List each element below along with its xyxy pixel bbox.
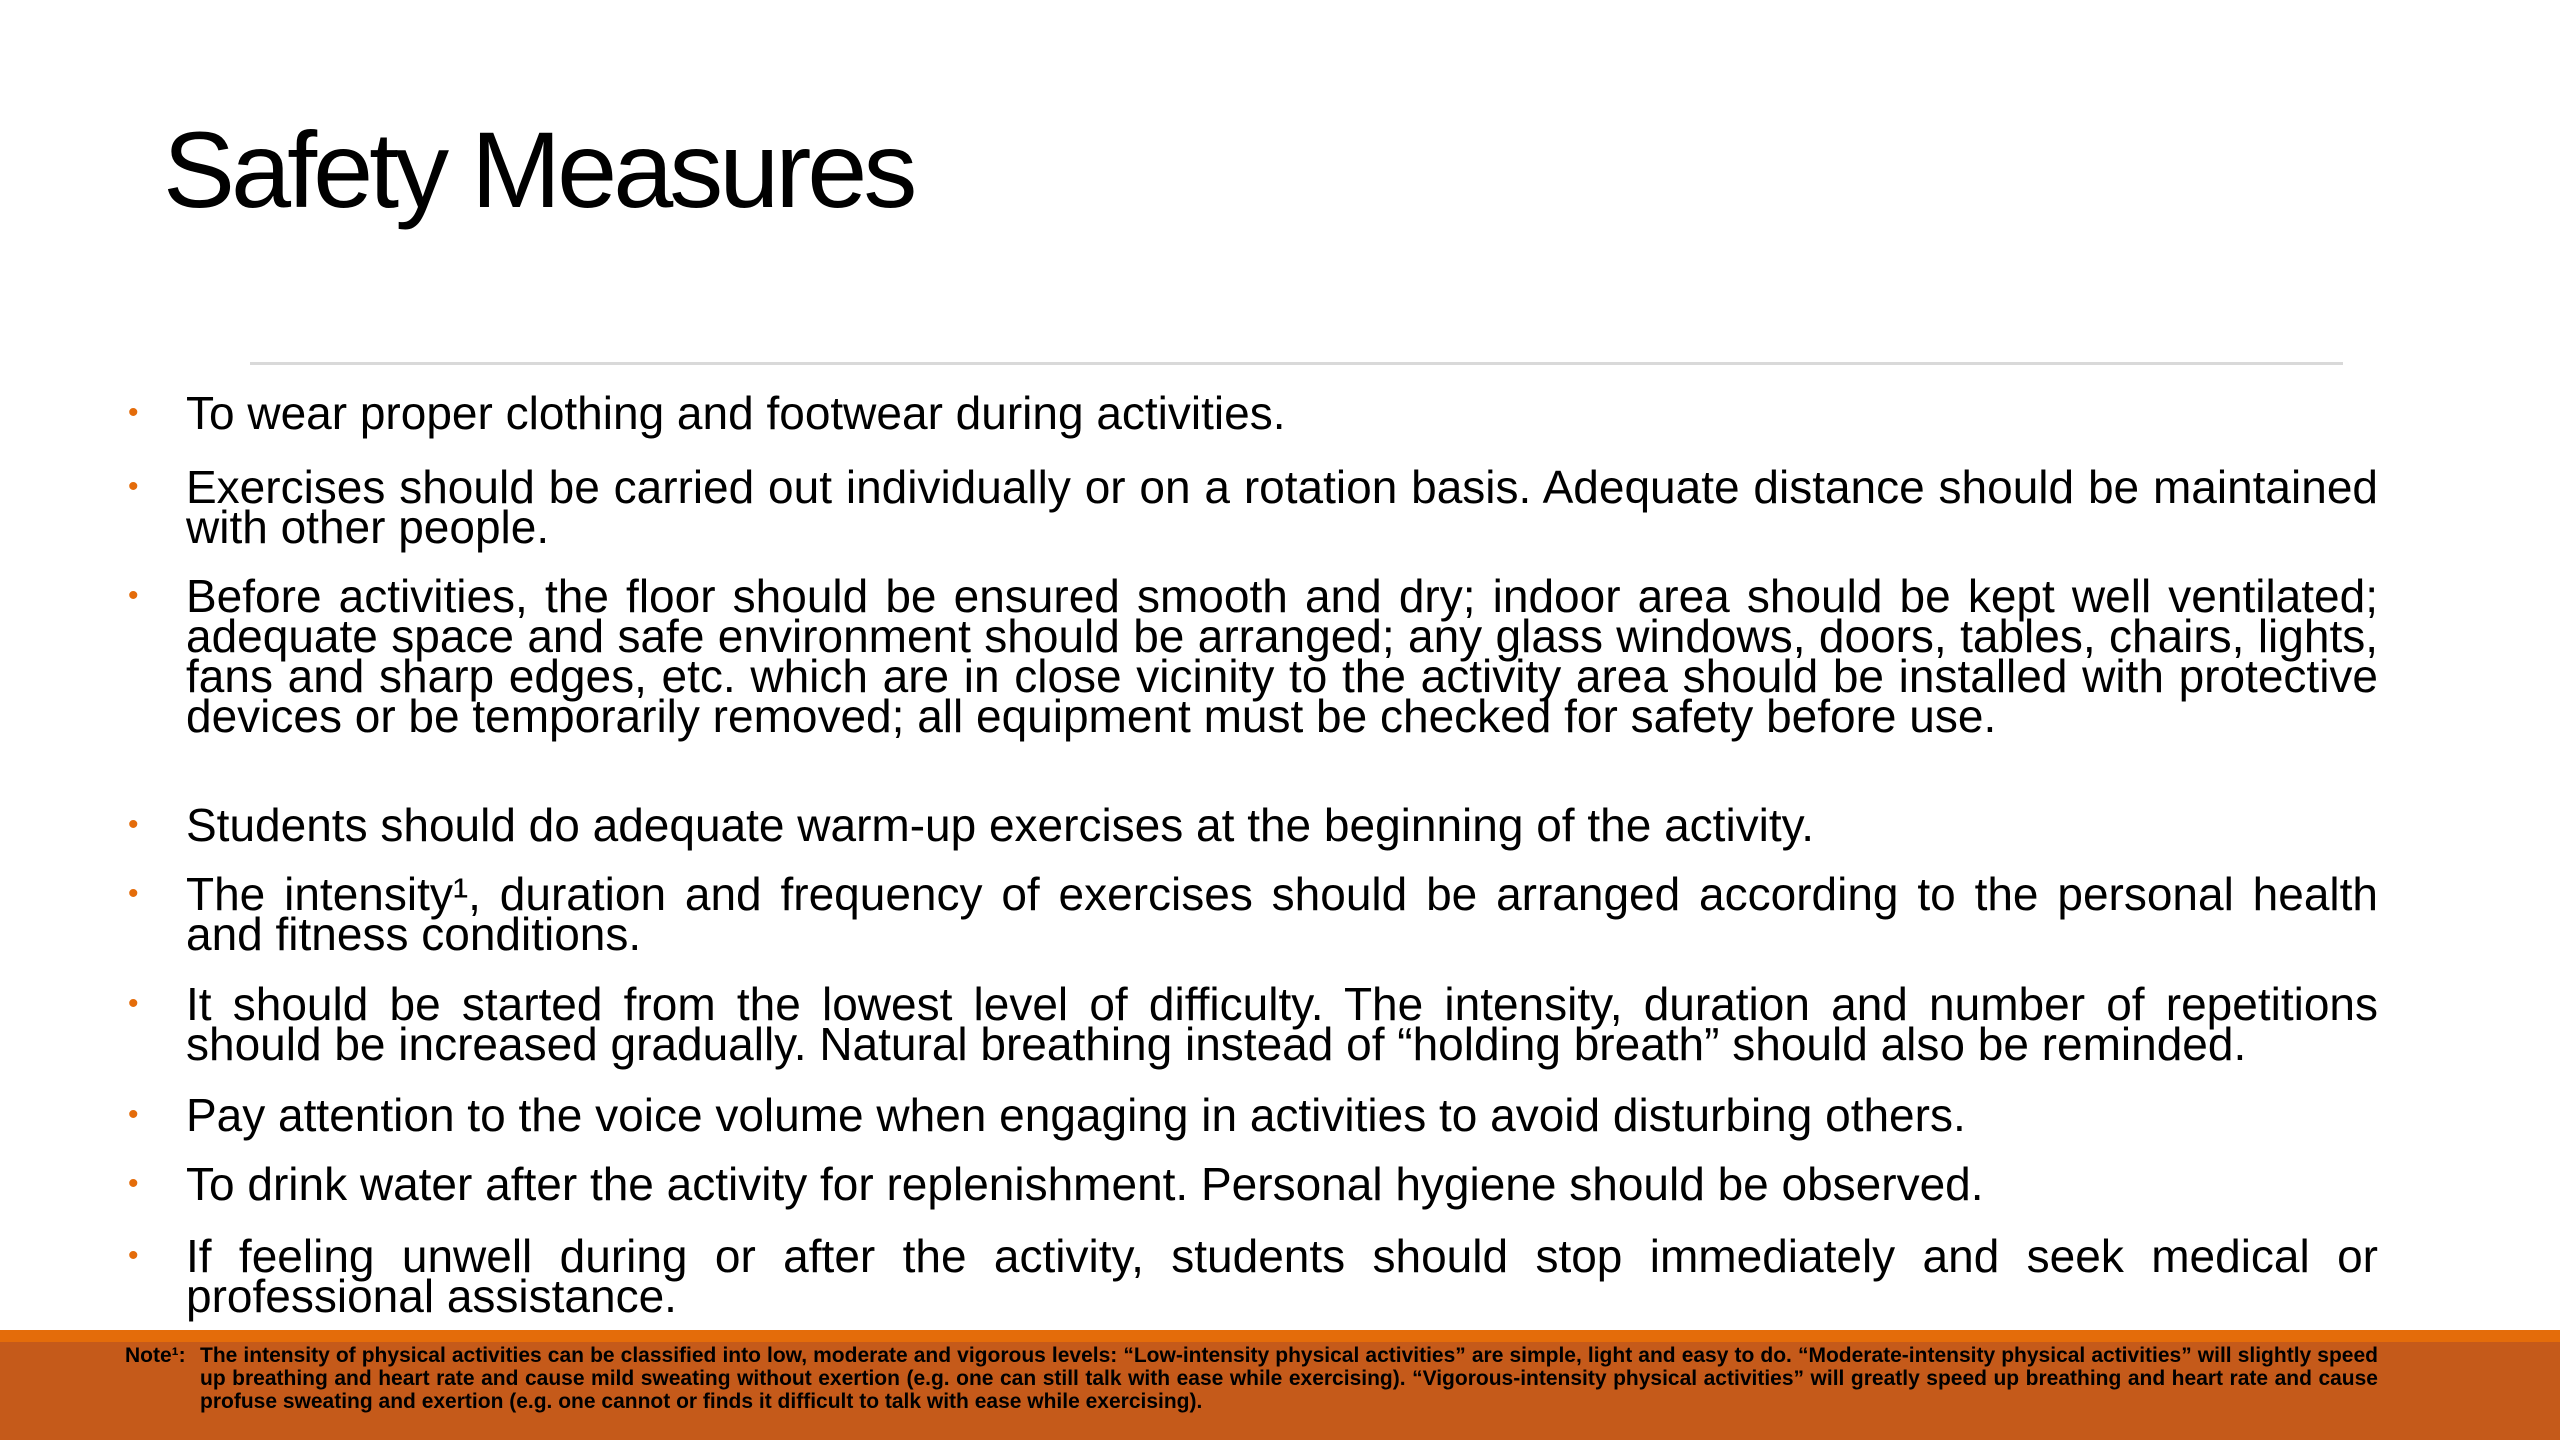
bullet-text: Pay attention to the voice volume when engaging in activities to avoid disturbing others.	[186, 1089, 1966, 1141]
bullet-text: To drink water after the activity for replenishment. Personal hygiene should be observed.	[186, 1158, 1984, 1210]
bullet-icon: •	[128, 808, 139, 841]
list-item	[118, 978, 2378, 1070]
bullet-text: The intensity¹, duration and frequency of exercises should be arranged according to the personal health and fitness conditions.	[186, 868, 2378, 960]
bullet-text: To wear proper clothing and footwear during activities.	[186, 387, 1286, 439]
list-item	[118, 570, 2378, 742]
list-item	[118, 1158, 2378, 1210]
bullet-text: If feeling unwell during or after the activity, students should stop immediately and seek medical or professional assistance.	[186, 1230, 2378, 1322]
bullet-icon: •	[128, 470, 139, 503]
list-item	[118, 799, 2378, 851]
title-divider	[250, 362, 2343, 365]
bullet-text: Exercises should be carried out individually or on a rotation basis. Adequate distance should be maintained with other people.	[186, 461, 2378, 553]
list-item	[118, 1089, 2378, 1141]
list-item	[118, 868, 2378, 960]
list-item	[118, 1230, 2378, 1322]
bullet-text: It should be started from the lowest level of difficulty. The intensity, duration and number of repetitions should be increased gradually. Natural breathing instead of “holding breath” should also be reminded.	[186, 978, 2378, 1070]
bullet-text: Before activities, the floor should be ensured smooth and dry; indoor area should be kept well ventilated; adequate space and safe environment should be arranged; any glass windows, doors, tables, chairs, lights, fans and sharp edges, etc. which are in close vicinity to the activity area should be installed with protective devices or be temporarily removed; all equipment must be checked for safety before use.	[186, 570, 2378, 742]
bullet-icon: •	[128, 1167, 139, 1200]
bullet-icon: •	[128, 1239, 139, 1272]
bullet-icon: •	[128, 1098, 139, 1131]
bullet-icon: •	[128, 396, 139, 429]
bullet-icon: •	[128, 579, 139, 612]
footer-accent-line	[0, 1330, 2560, 1342]
footnote	[125, 1344, 2380, 1413]
footnote-text: The intensity of physical activities can be classified into low, moderate and vigorous levels: “Low-intensity physical activities” are simple, light and easy to do. “Moderate-intensity physical activities” will slightly speed up breathing and heart rate and cause mild sweating without exertion (e.g. one can still talk with ease while exercising). “Vigorous-intensity physical activities” will greatly speed up breathing and heart rate and cause profuse sweating and exertion (e.g. one cannot or finds it difficult to talk with ease while exercising).	[200, 1344, 2378, 1413]
bullet-icon: •	[128, 987, 139, 1020]
bullet-icon: •	[128, 877, 139, 910]
bullet-text: Students should do adequate warm-up exercises at the beginning of the activity.	[186, 799, 1815, 851]
page-title: Safety Measures	[163, 109, 914, 230]
list-item	[118, 387, 2378, 439]
list-item	[118, 461, 2378, 553]
footnote-label: Note¹:	[125, 1344, 186, 1367]
